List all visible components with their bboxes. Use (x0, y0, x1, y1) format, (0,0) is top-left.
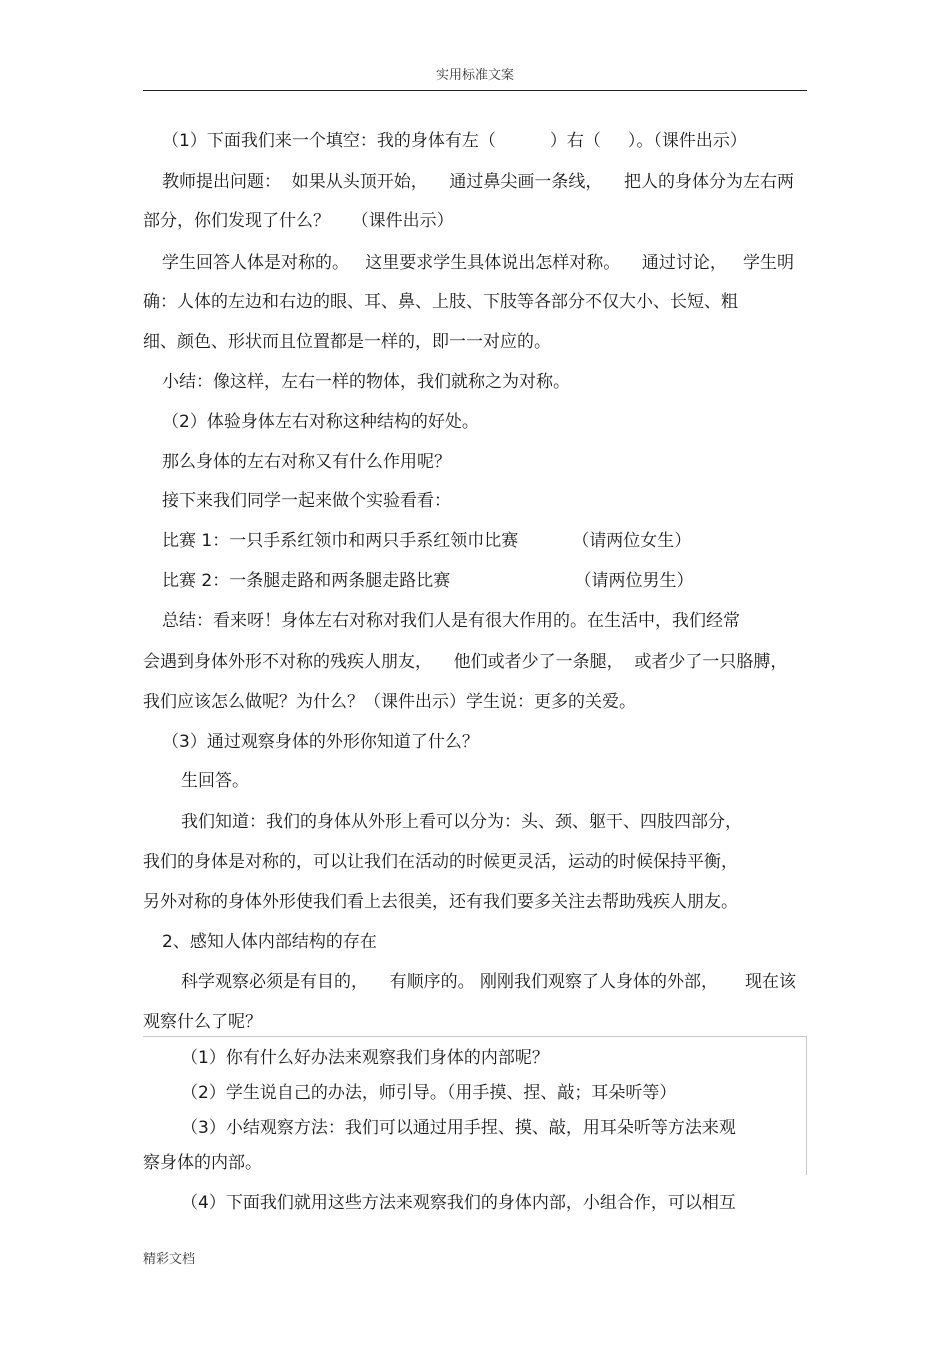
text-line: （2）学生说自己的办法，师引导。（用手摸、捏、敲；耳朵听等） (181, 1083, 677, 1103)
text-line: 生回答。 (181, 771, 249, 791)
text-line: 学生回答人体是对称的。 这里要求学生具体说出怎样对称。 通过讨论， 学生明 (162, 253, 795, 273)
text-line: 观察什么了呢？ (143, 1012, 262, 1032)
text-line: 那么身体的左右对称又有什么作用呢？ (162, 452, 451, 472)
text-line: 察身体的内部。 (143, 1153, 262, 1173)
text-line: 会遇到身体外形不对称的残疾人朋友， 他们或者少了一条腿， 或者少了一只胳膊， (143, 652, 788, 672)
page-footer: 精彩文档 (143, 1252, 196, 1267)
text-line: （1）你有什么好办法来观察我们身体的内部呢？ (181, 1048, 549, 1068)
text-line: （4）下面我们就用这些方法来观察我们的身体内部，小组合作，可以相互 (181, 1193, 736, 1213)
text-line: 我们的身体是对称的，可以让我们在活动的时候更灵活，运动的时候保持平衡， (143, 852, 738, 872)
text-line: （1）下面我们来一个填空：我的身体有左（ ）右（ ）。（课件出示） (162, 131, 747, 151)
page-header: 实用标准文案 (435, 68, 514, 83)
text-line: （3）通过观察身体的外形你知道了什么？ (162, 732, 479, 752)
text-line: 另外对称的身体外形使我们看上去很美，还有我们要多关注去帮助残疾人朋友。 (143, 892, 738, 912)
text-line: 小结：像这样，左右一样的物体，我们就称之为对称。 (162, 372, 570, 392)
text-line: 比赛 1：一只手系红领巾和两只手系红领巾比赛 （请两位女生） (162, 531, 692, 551)
text-line: 教师提出问题： 如果从头顶开始， 通过鼻尖画一条线， 把人的身体分为左右两 (162, 172, 795, 192)
text-line: 比赛 2：一条腿走路和两条腿走路比赛 （请两位男生） (162, 571, 694, 591)
text-line: 科学观察必须是有目的， 有顺序的。 刚刚我们观察了人身体的外部， 现在该 (181, 972, 797, 992)
section-heading: 2、感知人体内部结构的存在 (162, 932, 377, 952)
header-rule (143, 90, 807, 91)
text-line: 细、颜色、形状而且位置都是一样的，即一一对应的。 (143, 332, 551, 352)
text-line: 确：人体的左边和右边的眼、耳、鼻、上肢、下肢等各部分不仅大小、长短、粗 (143, 292, 738, 312)
text-line: 总结：看来呀！身体左右对称对我们人是有很大作用的。在生活中，我们经常 (162, 611, 740, 631)
text-line: （2）体验身体左右对称这种结构的好处。 (162, 412, 479, 432)
text-line: 接下来我们同学一起来做个实验看看： (162, 491, 451, 511)
text-line: （3）小结观察方法：我们可以通过用手捏、摸、敲，用耳朵听等方法来观 (181, 1118, 736, 1138)
text-line: 我们应该怎么做呢？为什么？（课件出示）学生说：更多的关爱。 (143, 692, 636, 712)
text-line: 我们知道：我们的身体从外形上看可以分为：头、颈、躯干、四肢四部分， (181, 812, 742, 832)
text-line: 部分，你们发现了什么？ （课件出示） (143, 211, 454, 231)
